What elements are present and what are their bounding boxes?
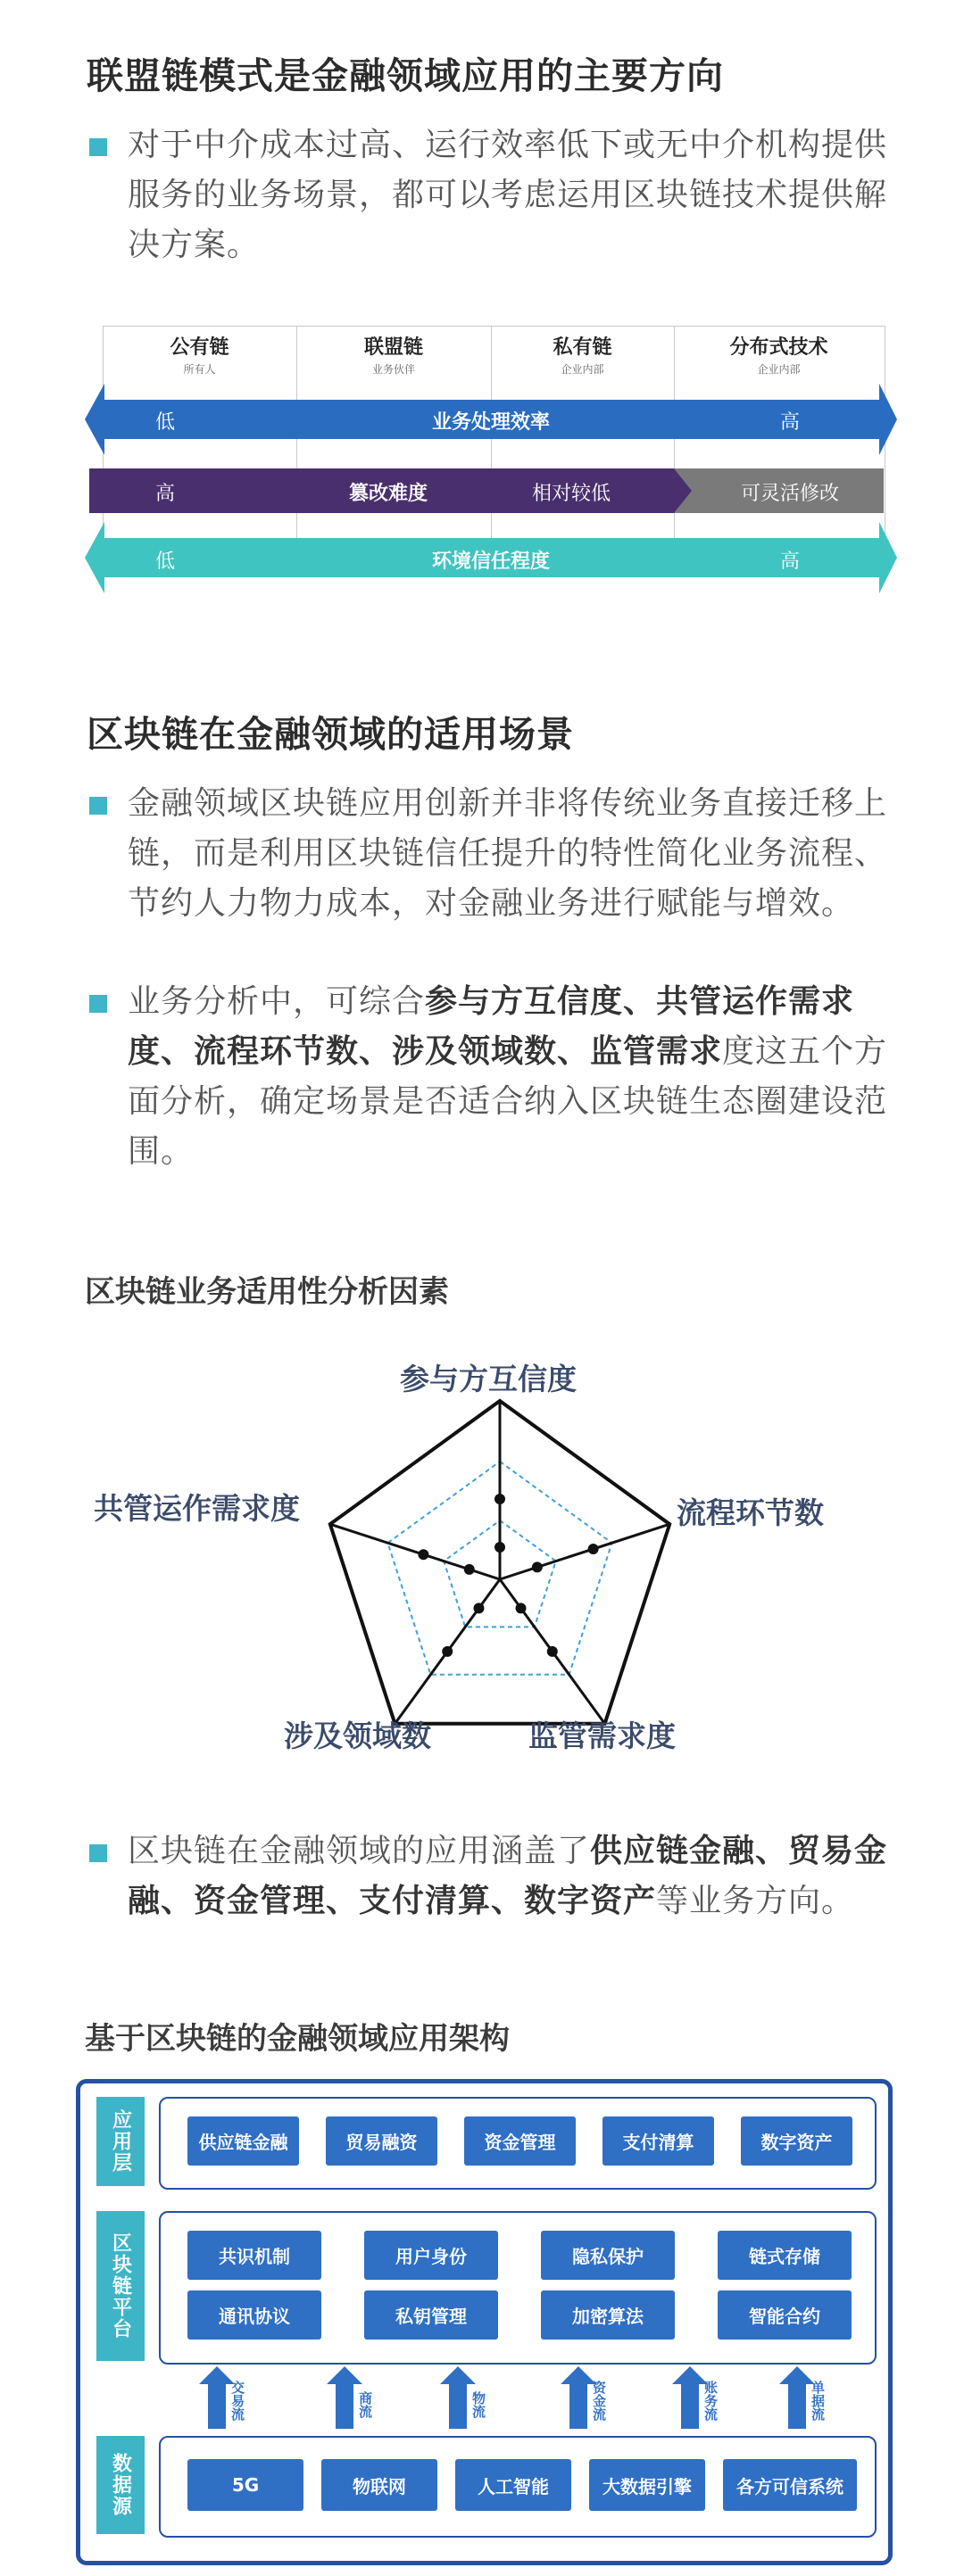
section2-paragraph-1: 金融领域区块链应用创新并非将传统业务直接迁移上链，而是利用区块链信任提升的特性简化业务流程、节约人力物力成本，对金融业务进行赋能与增效。 [128, 785, 888, 922]
section1-heading: 联盟链模式是金融领域应用的主要方向 [87, 54, 724, 97]
column-title: 公有链 [170, 336, 229, 359]
efficiency-high: 高 [779, 411, 800, 434]
tamper-high: 高 [154, 483, 175, 505]
data-item: 各方可信系统 [723, 2459, 857, 2511]
radar-axis-label: 共管运作需求度 [94, 1491, 300, 1526]
data-item: 人工智能 [455, 2459, 571, 2511]
radar-data-point [418, 1549, 428, 1560]
efficiency-low: 低 [154, 411, 175, 434]
radar-data-point [516, 1603, 527, 1613]
layer-tag-application: 应用层 [96, 2097, 145, 2186]
tamper-right: 可灵活修改 [740, 483, 839, 505]
radar-chart [303, 1374, 696, 1767]
tamper-label: 篡改难度 [348, 483, 428, 505]
paragraph-bold: 供应链金融、贸易金融、资金管理、支付清算、数字资产 [128, 1833, 888, 1919]
column-title: 私有链 [553, 336, 612, 359]
paragraph-bold: 参与方互信度、共管运作需求度、流程环节数、涉及领域数、监管需求 [128, 983, 855, 1070]
radar-data-point [494, 1542, 505, 1553]
chain-item: 智能合约 [718, 2290, 852, 2340]
trust-high: 高 [779, 551, 800, 573]
column-subtitle: 企业内部 [757, 363, 801, 376]
tamper-mid: 相对较低 [531, 483, 611, 505]
data-item: 物联网 [321, 2459, 437, 2511]
chain-item: 通讯协议 [187, 2290, 321, 2340]
data-item: 大数据引擎 [589, 2459, 705, 2511]
section1-paragraph: 对于中介成本过高、运行效率低下或无中介机构提供服务的业务场景，都可以考虑运用区块链技术提供解决方案。 [128, 127, 888, 263]
bullet-marker [89, 1844, 107, 1862]
app-item: 贸易融资 [326, 2116, 437, 2166]
flow-label: 资金流 [591, 2381, 607, 2421]
radar-axis-line [330, 1524, 500, 1579]
radar-axis-label: 流程环节数 [677, 1495, 824, 1530]
radar-axis-label: 涉及领域数 [284, 1719, 431, 1753]
paragraph-text: 业务分析中，可综合 [128, 983, 426, 1020]
efficiency-label: 业务处理效率 [431, 411, 550, 434]
chain-item: 共识机制 [187, 2231, 321, 2280]
flow-label: 单据流 [810, 2381, 826, 2421]
flow-label: 物流 [470, 2391, 486, 2418]
app-item: 支付清算 [602, 2116, 714, 2166]
radar-data-point [442, 1646, 453, 1657]
app-item: 供应链金融 [187, 2116, 299, 2166]
chain-item: 私钥管理 [364, 2290, 498, 2340]
chain-item: 链式存储 [718, 2231, 852, 2280]
radar-data-point [494, 1494, 505, 1504]
column-subtitle: 所有人 [183, 363, 216, 376]
paragraph-text: 区块链在金融领域的应用涵盖了 [128, 1833, 591, 1869]
radar-data-point [547, 1646, 558, 1657]
layer-tag-data-source: 数据源 [96, 2436, 145, 2534]
trust-label: 环境信任程度 [431, 551, 550, 573]
section3-paragraph [128, 1826, 895, 1926]
flow-arrows [159, 2365, 873, 2431]
arch-title: 基于区块链的金融领域应用架构 [85, 2021, 510, 2057]
flow-label: 商流 [357, 2391, 373, 2418]
column-title: 联盟链 [363, 336, 423, 359]
flow-label: 交易流 [229, 2381, 245, 2421]
chain-item: 用户身份 [364, 2231, 498, 2280]
chain-item: 加密算法 [541, 2290, 675, 2340]
radar-axis-label: 监管需求度 [528, 1719, 676, 1753]
radar-axis-line [500, 1524, 669, 1579]
column-title: 分布式技术 [729, 336, 828, 359]
app-item: 资金管理 [464, 2116, 576, 2166]
chain-comparison-graphic [85, 321, 897, 642]
data-item: 5G [187, 2459, 303, 2511]
paragraph-text: 度这五个方面分析，确定场景是否适合纳入区块链生态圈建设范围。 [128, 1033, 888, 1170]
section2-heading: 区块链在金融领域的适用场景 [87, 713, 574, 756]
flow-label: 账务流 [702, 2381, 719, 2421]
radar-title: 区块链业务适用性分析因素 [85, 1274, 449, 1310]
column-subtitle: 业务伙伴 [371, 363, 415, 376]
column-subtitle: 企业内部 [561, 363, 604, 376]
app-item: 数字资产 [741, 2116, 852, 2166]
radar-data-point [464, 1564, 475, 1575]
radar-data-point [588, 1544, 599, 1554]
chain-item: 隐私保护 [541, 2231, 675, 2280]
section2-paragraph-2 [128, 977, 895, 1177]
trust-low: 低 [154, 551, 175, 573]
bullet-marker [89, 995, 107, 1013]
radar-axis-label: 参与方互信度 [400, 1362, 577, 1396]
layer-tag-chain-platform: 区块链平台 [96, 2211, 145, 2361]
bullet-marker [89, 138, 107, 156]
bullet-marker [89, 797, 107, 815]
radar-data-point [473, 1603, 484, 1613]
paragraph-text: 等业务方向。 [656, 1883, 855, 1919]
radar-data-point [532, 1561, 543, 1572]
